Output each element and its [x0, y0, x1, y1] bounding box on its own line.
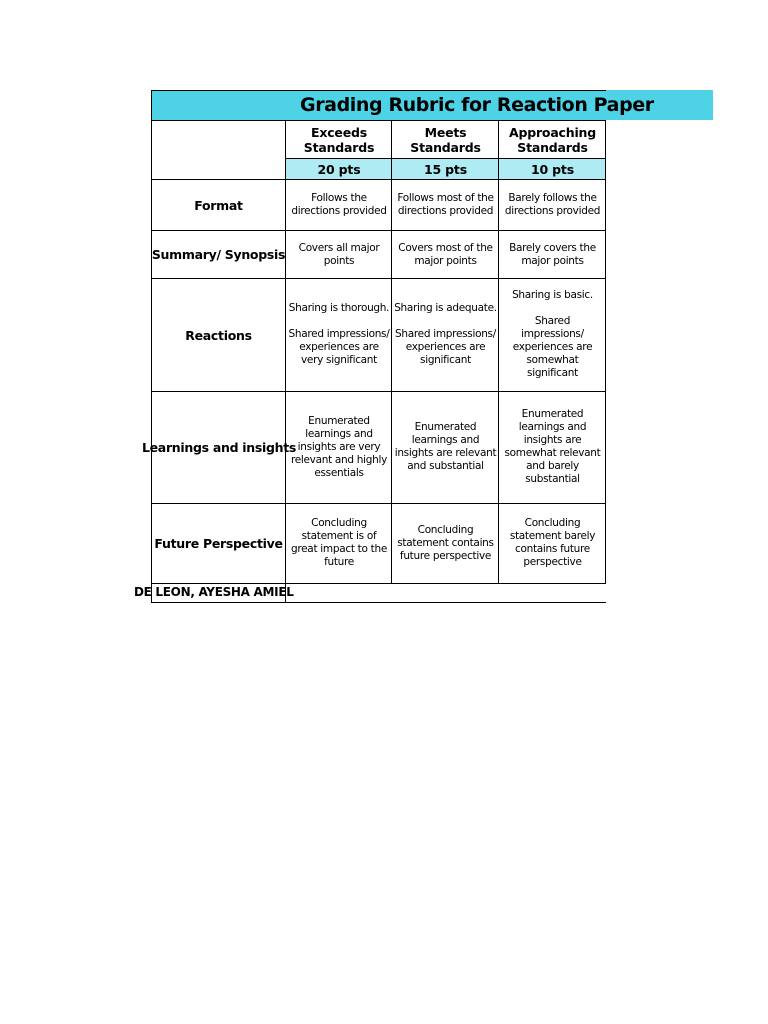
grid-line [151, 230, 606, 231]
future-exceeds: Concluding statement is of great impact to the future [291, 517, 387, 568]
reactions-exceeds: Sharing is thorough. Shared impressions/ experiences are very significant [288, 301, 390, 366]
grid-line [151, 120, 606, 121]
grid-line [151, 503, 606, 504]
points-approaching: 10 pts [499, 159, 606, 179]
reactions-approaching: Sharing is basic. Shared impressions/ experiences are somewhat significant [512, 288, 593, 379]
column-header-meets: Meets Standards [410, 125, 481, 155]
grid-line [285, 120, 286, 603]
grid-line [151, 90, 606, 91]
grid-line [391, 120, 392, 584]
grid-line [151, 90, 152, 603]
criterion-future-perspective: Future Perspective [154, 535, 283, 551]
learnings-approaching: Enumerated learnings and insights are somewhat relevant and barely substantial [504, 408, 601, 485]
grid-line [286, 158, 606, 159]
learnings-meets: Enumerated learnings and insights are relevant and substantial [394, 421, 497, 472]
summary-meets: Covers most of the major points [398, 241, 493, 267]
future-meets: Concluding statement contains future perspective [397, 523, 494, 562]
column-header-approaching: Approaching Standards [509, 125, 596, 155]
future-approaching: Concluding statement barely contains future perspective [509, 517, 596, 568]
student-name-cell [134, 583, 294, 602]
grid-line [151, 602, 606, 603]
student-name: DE LEON, AYESHA AMIEL [134, 585, 294, 599]
criterion-format: Format [194, 197, 243, 213]
criterion-learnings: Learnings and insights [141, 439, 297, 455]
format-approaching: Barely follows the directions provided [504, 192, 601, 217]
grid-line [151, 278, 606, 279]
points-exceeds: 20 pts [286, 159, 392, 179]
learnings-exceeds: Enumerated learnings and insights are very relevant and highly essentials [290, 414, 388, 479]
criterion-reactions: Reactions [185, 327, 252, 343]
summary-approaching: Barely covers the major points [509, 241, 596, 267]
points-meets: 15 pts [392, 159, 499, 179]
format-meets: Follows most of the directions provided [397, 192, 494, 217]
grid-line [151, 391, 606, 392]
format-exceeds: Follows the directions provided [291, 192, 387, 217]
grid-line [498, 120, 499, 584]
column-header-exceeds: Exceeds Standards [303, 125, 375, 155]
grid-line [605, 120, 606, 584]
grid-line [151, 583, 606, 584]
reactions-meets: Sharing is adequate. Shared impressions/ experiences are significant [394, 301, 497, 366]
criterion-summary: Summary/ Synopsis [151, 247, 286, 262]
grid-line [151, 179, 606, 180]
rubric-title: Grading Rubric for Reaction Paper [300, 94, 654, 116]
summary-exceeds: Covers all major points [298, 241, 380, 267]
